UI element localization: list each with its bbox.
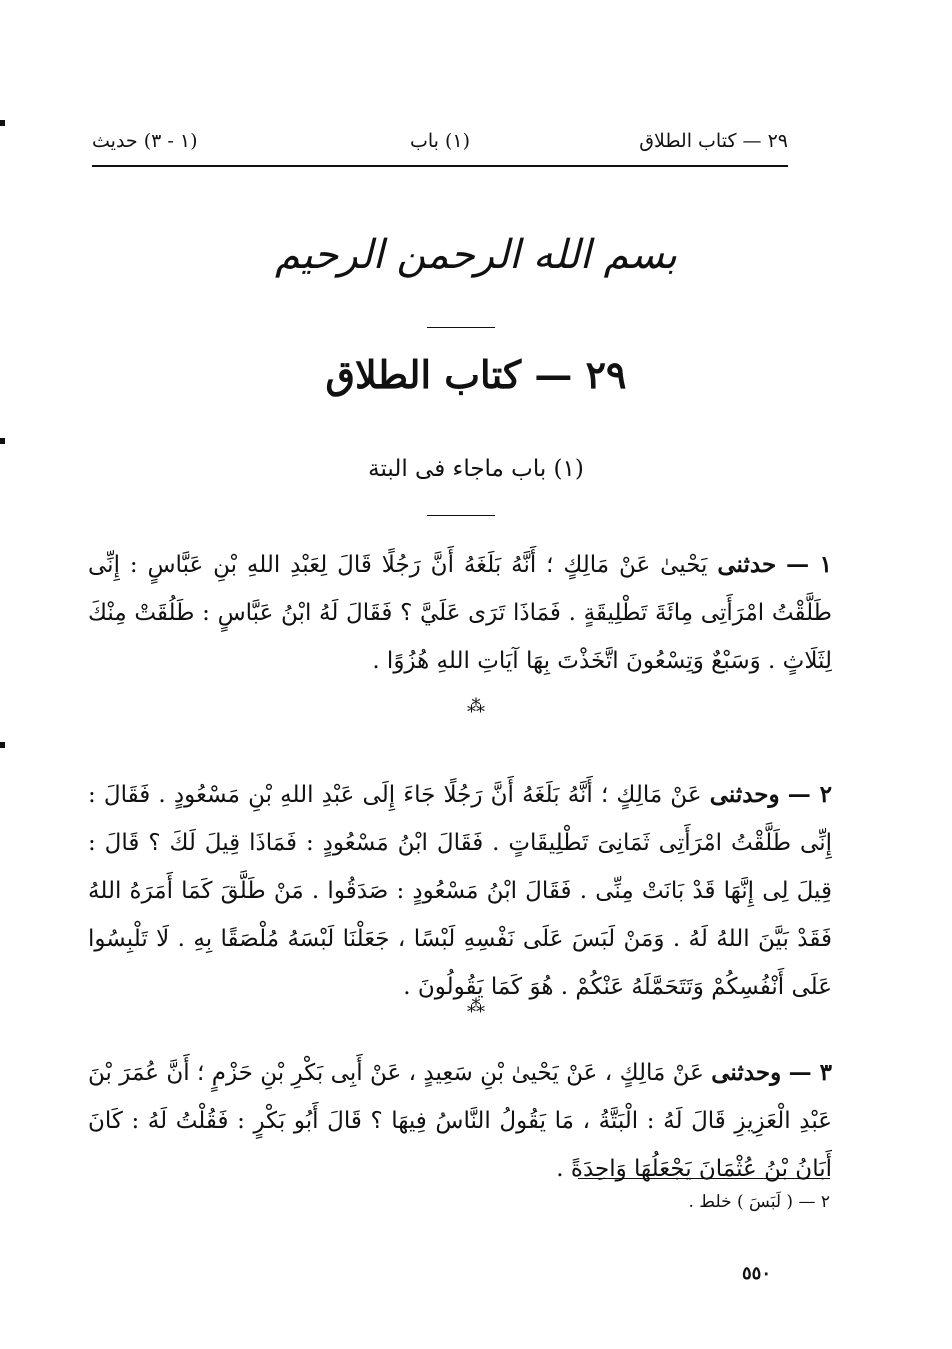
hadith-1 bbox=[88, 541, 832, 685]
hadith-number: ٢ — bbox=[787, 781, 832, 808]
footnote: ٢ — ( لَبَسَ ) خلط . bbox=[688, 1192, 830, 1212]
section-separator: ⁂ bbox=[467, 996, 485, 1017]
book-title: ٢٩ — كتاب الطلاق bbox=[325, 352, 627, 397]
header-rule bbox=[92, 165, 788, 167]
hadith-text: عَنْ مَالِكٍ ؛ أَنَّهُ بَلَغَهُ أَنَّ رَجُلًا جَاءَ إِلَى عَبْدِ اللهِ بْنِ مَسْعُودٍ . فَقَالَ : إِنِّى طَلَّقْتُ امْرَأَتِى ثَمَانِىَ تَطْلِيقَاتٍ . فَقَالَ ابْنُ مَسْعُودٍ : فَمَاذَا قِيلَ لَكَ ؟ قَالَ : قِيلَ لِى إِنَّهَا قَدْ بَانَتْ مِنِّى . فَقَالَ ابْنُ مَسْعُودٍ : صَدَقُوا . مَنْ طَلَّقَ كَمَا أَمَرَهُ اللهُ فَقَدْ بَيَّنَ اللهُ لَهُ . وَمَنْ لَبَسَ عَلَى نَفْسِهِ لَبْسًا ، جَعَلْنَا لَبْسَهُ مُلْصَقًا بِهِ . لَا تَلْبِسُوا عَلَى أَنْفُسِكُمْ وَتَتَحَمَّلَهُ عَنْكُمْ . هُوَ كَمَا يَقُولُونَ . bbox=[88, 782, 832, 1000]
hadith-lead: وحدثنى bbox=[709, 781, 780, 808]
hadith-lead: وحدثنى bbox=[711, 1059, 782, 1086]
hadith-text: عَنْ مَالِكٍ ، عَنْ يَحْيىٰ بْنِ سَعِيدٍ ، عَنْ أَبِى بَكْرِ بْنِ حَزْمٍ ؛ أَنَّ عُمَرَ بْنَ عَبْدِ الْعَزِيزِ قَالَ لَهُ : الْبَتَّةُ ، مَا يَقُولُ النَّاسُ فِيهَا ؟ قَالَ أَبُو بَكْرٍ : فَقُلْتُ لَهُ : كَانَ أَبَانُ بْنُ عُثْمَانَ يَجْعَلُهَا وَاحِدَةً . bbox=[88, 1060, 832, 1182]
footnote-rule bbox=[578, 1178, 830, 1179]
basmala: بسم الله الرحمن الرحيم bbox=[274, 232, 678, 278]
scan-edge-mark bbox=[0, 120, 5, 126]
hadith-lead: حدثنى bbox=[717, 551, 777, 578]
chapter-title: (١) باب ماجاء فى البتة bbox=[368, 456, 584, 482]
section-separator: ⁂ bbox=[467, 696, 485, 717]
hadith-number: ٣ — bbox=[788, 1059, 832, 1086]
scan-edge-mark bbox=[0, 742, 5, 748]
header-hadith-range: (١ - ٣) حديث bbox=[92, 130, 198, 152]
header-chapter: (١) باب bbox=[409, 130, 471, 152]
header-book-title: ٢٩ — كتاب الطلاق bbox=[639, 130, 788, 152]
hadith-3 bbox=[88, 1049, 832, 1193]
running-header bbox=[92, 128, 788, 164]
hadith-2 bbox=[88, 771, 832, 1011]
chapter-rule bbox=[427, 515, 495, 516]
title-rule-top bbox=[427, 327, 495, 328]
page-number: ٥٥٠ bbox=[742, 1263, 772, 1284]
scan-edge-mark bbox=[0, 438, 5, 444]
hadith-text: يَحْيىٰ عَنْ مَالِكٍ ؛ أَنَّهُ بَلَغَهُ أَنَّ رَجُلًا قَالَ لِعَبْدِ اللهِ بْنِ عَبَّاسٍ : إِنِّى طَلَّقْتُ امْرَأَتِى مِائَةَ تَطْلِيقَةٍ . فَمَاذَا تَرَى عَلَيَّ ؟ فَقَالَ لَهُ ابْنُ عَبَّاسٍ : طَلُقَتْ مِنْكَ لِثَلَاثٍ . وَسَبْعٌ وَتِسْعُونَ اتَّخَذْتَ بِهَا آيَاتِ اللهِ هُزُوًا . bbox=[88, 552, 832, 674]
hadith-number: ١ — bbox=[786, 551, 833, 578]
